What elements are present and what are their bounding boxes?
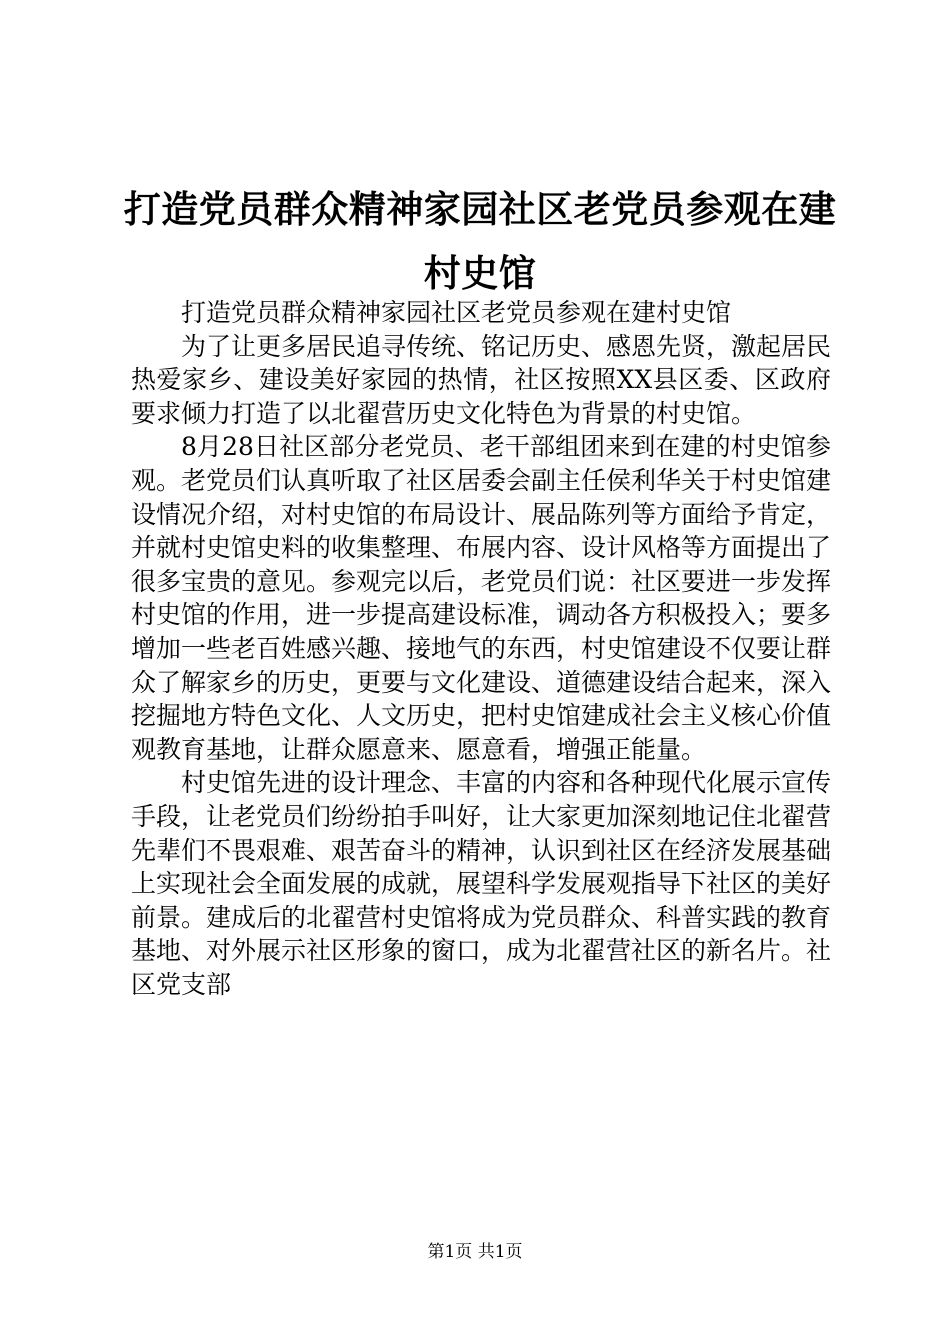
paragraph-subtitle: 打造党员群众精神家园社区老党员参观在建村史馆 [181, 298, 732, 327]
paragraph-visit: 8月28日社区部分老党员、老干部组团来到在建的村史馆参观。老党员们认真听取了社区居委会副主任侯利华关于村史馆建设情况介绍，对村史馆的布局设计、展品陈列等方面给予肯定，并就村史馆史料的收集整理、布展内容、设计风格等方面提出了很多宝贵的意见。参观完以后，老党员们说：社区要进一步发挥村史馆的作用，进一步提高建设标准，调动各方积极投入；要多增加一些老百姓感兴趣、接地气的东西，村史馆建设不仅要让群众了解家乡的历史，更要与文化建设、道德建设结合起来，深入挖掘地方特色文化、人文历史，把村史馆建成社会主义核心价值观教育基地，让群众愿意来、愿意看，增强正能量。 [131, 432, 832, 764]
document-body [131, 296, 831, 1001]
page-footer: 第1页 共1页 [427, 1242, 523, 1262]
paragraph-intro: 为了让更多居民追寻传统、铭记历史、感恩先贤，激起居民热爱家乡、建设美好家园的热情，社区按照XX县区委、区政府要求倾力打造了以北翟营历史文化特色为背景的村史馆。 [131, 331, 832, 428]
paragraph-conclusion: 村史馆先进的设计理念、丰富的内容和各种现代化展示宣传手段，让老党员们纷纷拍手叫好，让大家更加深刻地记住北翟营先辈们不畏艰难、艰苦奋斗的精神，认识到社区在经济发展基础上实现社会全面发展的成就，展望科学发展观指导下社区的美好前景。建成后的北翟营村史馆将成为党员群众、科普实践的教育基地、对外展示社区形象的窗口，成为北翟营社区的新名片。社区党支部 [131, 768, 832, 999]
document-title: 打造党员群众精神家园社区老党员参观在建村史馆 [123, 188, 837, 295]
